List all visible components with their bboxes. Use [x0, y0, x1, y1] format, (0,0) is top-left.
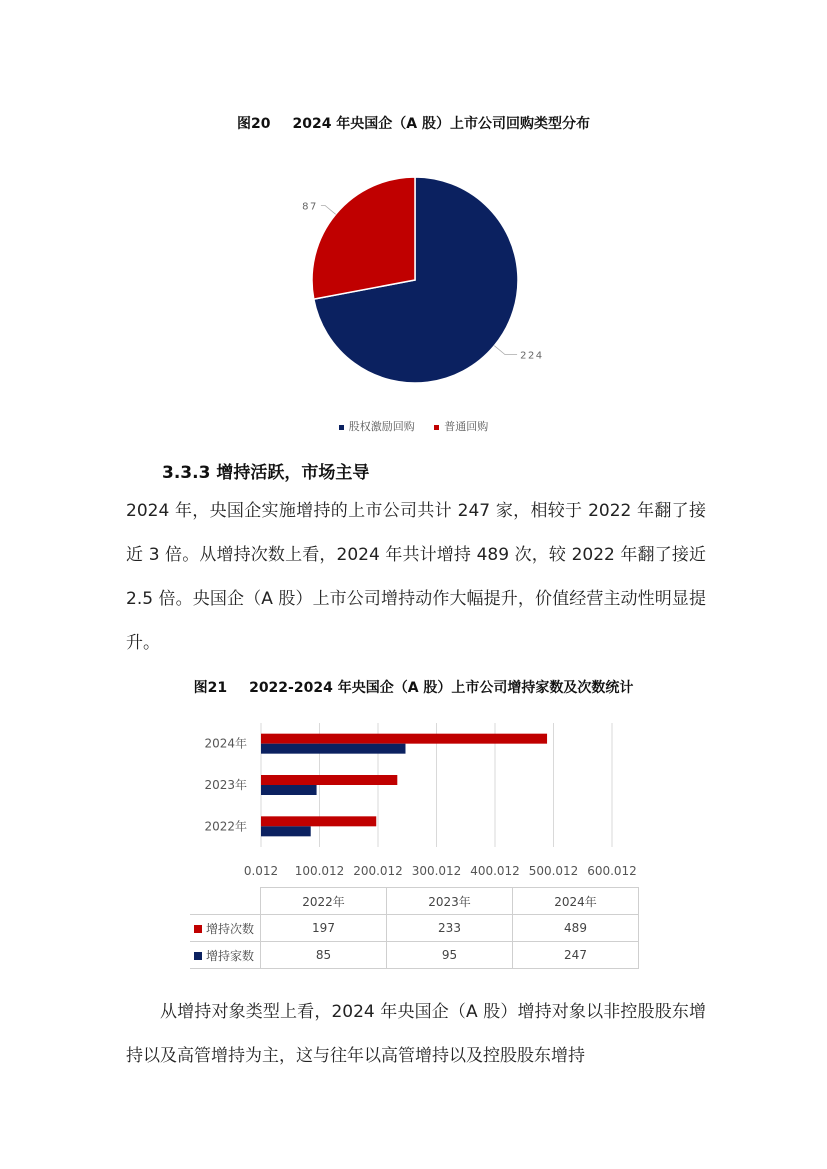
table-cell: 233 — [387, 915, 513, 942]
table-corner — [190, 888, 261, 915]
pie-data-label: 87 — [302, 201, 318, 213]
bar-companies — [261, 826, 311, 836]
figure-21-label: 图21 — [193, 680, 228, 696]
row-label-text: 增持家数 — [206, 948, 255, 963]
buyback-type-pie-chart — [280, 165, 550, 400]
y-category-label: 2023年 — [204, 778, 247, 792]
section-heading: 3.3.3 增持活跃，市场主导 — [162, 463, 370, 483]
table-cell: 95 — [387, 942, 513, 969]
chart-data-table — [190, 887, 639, 969]
y-category-label: 2024年 — [204, 736, 247, 751]
pie-leader-line — [321, 205, 336, 214]
table-header-cell: 2022年 — [261, 888, 387, 915]
figure-21-caption: 2022-2024 年央国企（A 股）上市公司增持家数及次数统计 — [249, 680, 634, 696]
legend-swatch-red — [434, 425, 439, 430]
pie-legend — [0, 418, 827, 434]
legend-item-equity-incentive — [339, 418, 415, 434]
pie-leader-line — [494, 346, 517, 355]
x-tick-label: 400.012 — [470, 864, 520, 878]
increase-holdings-bar-chart — [190, 715, 650, 885]
bar-count — [261, 734, 547, 744]
table-cell: 85 — [261, 942, 387, 969]
table-header-row — [190, 888, 639, 915]
body-paragraph-2: 从增持对象类型上看，2024 年央国企（A 股）增持对象以非控股股东增持以及高管增持为主，这与往年以高管增持以及控股股东增持 — [126, 1002, 706, 1066]
y-category-label: 2022年 — [204, 819, 247, 834]
table-row — [190, 915, 639, 942]
x-tick-label: 300.012 — [411, 864, 462, 878]
figure-21-title — [0, 677, 827, 697]
bar-count — [261, 775, 397, 785]
bar-companies — [261, 744, 405, 754]
pie-slice — [312, 177, 415, 299]
x-tick-label: 600.012 — [587, 864, 637, 878]
table-cell: 489 — [513, 915, 639, 942]
figure-20-title — [0, 113, 827, 133]
row-label-text: 增持次数 — [206, 921, 255, 936]
bar-companies — [261, 785, 317, 795]
series-swatch-red — [194, 925, 202, 933]
bar-count — [261, 816, 376, 826]
x-tick-label: 0.012 — [243, 864, 279, 878]
legend-label: 普通回购 — [444, 420, 489, 433]
legend-label: 股权激励回购 — [348, 420, 415, 433]
table-header-cell: 2024年 — [513, 888, 639, 915]
table-row-label — [190, 915, 261, 942]
legend-swatch-navy — [339, 425, 344, 430]
table-header-cell: 2023年 — [387, 888, 513, 915]
x-tick-label: 500.012 — [528, 864, 579, 878]
table-cell: 247 — [513, 942, 639, 969]
x-tick-label: 200.012 — [353, 864, 403, 878]
legend-item-normal-buyback — [434, 418, 488, 434]
x-tick-label: 100.012 — [294, 864, 345, 878]
table-cell: 197 — [261, 915, 387, 942]
pie-data-label: 224 — [520, 350, 544, 362]
figure-20-label: 图20 — [236, 116, 271, 132]
series-swatch-navy — [194, 952, 202, 960]
table-row — [190, 942, 639, 969]
body-paragraph-1: 2024 年，央国企实施增持的上市公司共计 247 家，相较于 2022 年翻了接近 3 倍。从增持次数上看，2024 年共计增持 489 次，较 2022 年翻了接近 2.5 倍。央国企（A 股）上市公司增持动作大幅提升，价值经营主动性明显提升。 — [126, 501, 706, 653]
table-row-label — [190, 942, 261, 969]
figure-20-caption: 2024 年央国企（A 股）上市公司回购类型分布 — [292, 116, 591, 132]
